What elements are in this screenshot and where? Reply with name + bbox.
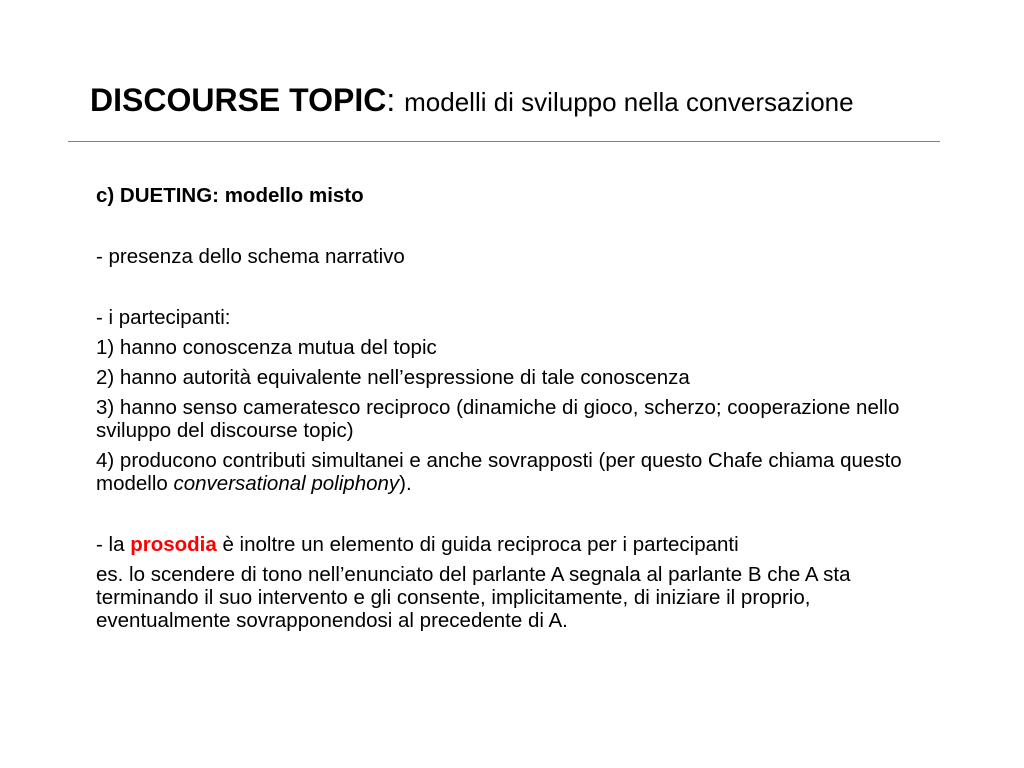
prosody-rest: è inoltre un elemento di guida reciproca per i partecipanti [216,533,739,556]
participant-item-2: 2) hanno autorità equivalente nell’espressione di tale conoscenza [96,366,690,389]
title-main: DISCOURSE TOPIC [90,82,387,118]
slide-title [90,80,970,122]
participant-item-3: 3) hanno senso cameratesco reciproco (dinamiche di gioco, scherzo; cooperazione nello sviluppo del discourse topic) [96,396,900,442]
item4-end: ). [399,472,412,495]
example-paragraph: es. lo scendere di tono nell’enunciato del parlante A segnala al parlante B che A sta terminando il suo intervento e gli consente, implicitamente, di iniziare il proprio, eventualmente sovrapponendosi al precedente di A. [96,563,851,632]
participant-item-1: 1) hanno conoscenza mutua del topic [96,336,437,359]
item4-italic-term: conversational poliphony [173,472,400,495]
title-colon: : [386,82,396,118]
point-narrative-schema: - presenza dello schema narrativo [96,245,405,268]
section-heading: c) DUETING: modello misto [96,184,364,207]
participant-item-4 [96,449,946,495]
prosody-point [96,533,946,556]
slide-body [96,184,946,632]
prosody-prefix: - la [96,533,131,556]
title-subtitle: modelli di sviluppo nella conversazione [404,87,854,117]
prosody-highlight: prosodia [130,533,217,556]
participants-intro: - i partecipanti: [96,306,231,329]
item4-text: 4) producono contributi simultanei e anche sovrapposti (per questo Chafe chiama questo modello [96,449,902,495]
title-divider [68,141,940,142]
